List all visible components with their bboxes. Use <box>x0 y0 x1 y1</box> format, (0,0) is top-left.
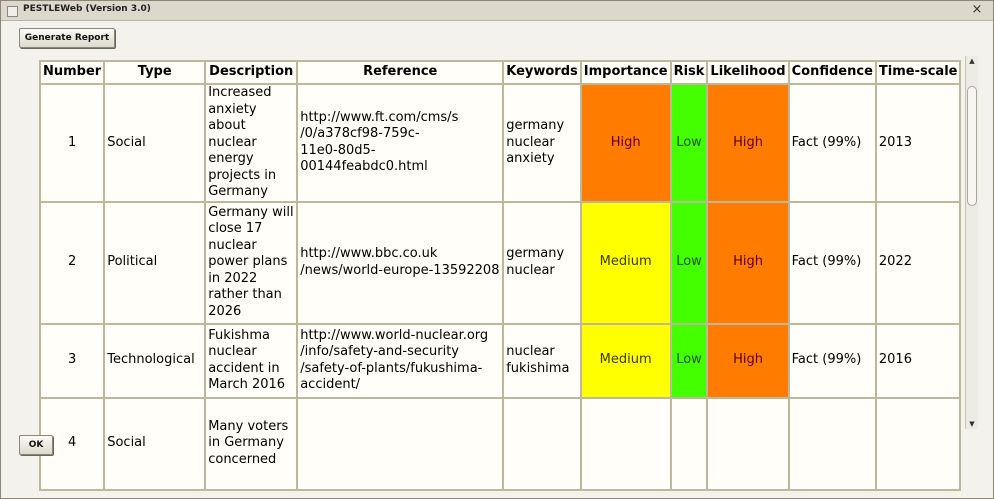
header-number[interactable]: Number <box>41 62 103 83</box>
cell-reference <box>298 399 502 489</box>
cell-description <box>206 203 296 323</box>
cell-importance <box>582 399 670 489</box>
cell-reference-line: /news/world-europe-13592208 <box>300 262 500 278</box>
close-icon[interactable]: × <box>971 2 983 17</box>
cell-keywords-line: nuclear <box>506 344 555 359</box>
cell-description-line: concerned <box>208 451 277 467</box>
window-menu-icon[interactable] <box>7 6 18 17</box>
scroll-down-icon[interactable]: ▼ <box>969 420 975 428</box>
cell-risk: Low <box>672 325 707 397</box>
header-reference[interactable]: Reference <box>298 62 502 83</box>
cell-reference-line: /safety-of-plants/fukushima- <box>300 360 483 376</box>
cell-description-line: power plans <box>208 254 288 270</box>
cell-risk: Low <box>672 203 707 323</box>
cell-risk <box>672 399 707 489</box>
table-row[interactable] <box>41 203 959 323</box>
cell-keywords-line: anxiety <box>506 151 555 166</box>
cell-confidence: Fact (99%) <box>790 203 875 323</box>
cell-number: 2 <box>41 203 103 323</box>
header-importance[interactable]: Importance <box>582 62 670 83</box>
header-risk[interactable]: Risk <box>672 62 707 83</box>
cell-reference <box>298 85 502 201</box>
cell-description <box>206 399 296 489</box>
cell-reference-line: /0/a378cf98-759c- <box>300 126 420 142</box>
cell-reference-line: http://www.ft.com/cms/s <box>300 109 459 125</box>
cell-risk: Low <box>672 85 707 201</box>
cell-reference-line: 11e0-80d5-00144feabdc0.html <box>300 142 428 175</box>
cell-description-line: Increased <box>208 85 272 100</box>
cell-importance: High <box>582 85 670 201</box>
cell-keywords <box>504 203 580 323</box>
header-timescale[interactable]: Time-scale <box>877 62 960 83</box>
cell-reference-line: accident/ <box>300 377 361 392</box>
cell-description-line: Germany <box>208 184 268 199</box>
generate-report-button[interactable]: Generate Report <box>19 28 115 48</box>
vertical-scrollbar[interactable] <box>965 56 978 429</box>
cell-description-line: in Germany <box>208 435 284 451</box>
cell-description-line: anxiety about <box>208 101 257 133</box>
cell-number: 3 <box>41 325 103 397</box>
cell-keywords-line: germany <box>506 118 565 133</box>
cell-description-line: projects in <box>208 167 277 183</box>
cell-reference <box>298 203 502 323</box>
header-keywords[interactable]: Keywords <box>504 62 580 83</box>
header-type[interactable]: Type <box>105 62 204 83</box>
cell-description-line: in 2022 <box>208 270 258 286</box>
cell-description-line: close 17 <box>208 221 263 237</box>
cell-timescale: 2016 <box>877 325 960 397</box>
cell-type: Social <box>105 399 204 489</box>
cell-number: 1 <box>41 85 103 201</box>
cell-description-line: nuclear <box>208 237 257 253</box>
cell-description-line: 2026 <box>208 303 242 319</box>
cell-timescale: 2022 <box>877 203 960 323</box>
cell-keywords <box>504 399 580 489</box>
table-row[interactable] <box>41 85 959 201</box>
scroll-up-icon[interactable]: ▲ <box>969 57 975 65</box>
cell-keywords-line: nuclear <box>506 134 555 150</box>
table-header-row <box>41 62 959 83</box>
cell-reference-line: /info/safety-and-security <box>300 344 459 359</box>
cell-description-line: nuclear <box>208 344 257 359</box>
header-description[interactable]: Description <box>206 62 296 83</box>
cell-description-line: Germany will <box>208 204 294 220</box>
cell-keywords-line: fukishima <box>506 360 570 376</box>
cell-description-line: nuclear <box>208 134 257 150</box>
cell-likelihood: High <box>708 85 787 201</box>
cell-likelihood: High <box>708 325 787 397</box>
cell-description <box>206 325 296 397</box>
title-bar <box>1 1 993 21</box>
cell-description-line: accident in <box>208 360 280 376</box>
cell-importance: Medium <box>582 325 670 397</box>
table-row[interactable] <box>41 325 959 397</box>
cell-reference-line: http://www.bbc.co.uk <box>300 246 438 261</box>
pestle-table <box>39 60 961 491</box>
cell-description-line: Fukishma <box>208 327 271 343</box>
cell-keywords <box>504 85 580 201</box>
cell-description-line: rather than <box>208 287 282 303</box>
header-confidence[interactable]: Confidence <box>790 62 875 83</box>
cell-keywords <box>504 325 580 397</box>
cell-timescale: 2013 <box>877 85 960 201</box>
cell-confidence: Fact (99%) <box>790 85 875 201</box>
ok-button[interactable]: OK <box>19 435 53 455</box>
cell-type: Social <box>105 85 204 201</box>
cell-likelihood <box>708 399 787 489</box>
cell-description-line: Many voters <box>208 418 289 434</box>
cell-description <box>206 85 296 201</box>
cell-confidence: Fact (99%) <box>790 325 875 397</box>
cell-likelihood: High <box>708 203 787 323</box>
cell-description-line: March 2016 <box>208 377 286 392</box>
window-title: PESTLEWeb (Version 3.0) <box>23 4 151 14</box>
cell-type: Political <box>105 203 204 323</box>
cell-type: Technological <box>105 325 204 397</box>
cell-timescale <box>877 399 960 489</box>
cell-number: 4 <box>41 399 103 489</box>
cell-description-line: energy <box>208 151 254 166</box>
pestle-table-viewport <box>39 60 964 467</box>
table-row[interactable] <box>41 399 959 489</box>
scrollbar-thumb[interactable] <box>967 86 977 206</box>
cell-reference-line: http://www.world-nuclear.org <box>300 327 489 343</box>
header-likelihood[interactable]: Likelihood <box>708 62 787 83</box>
cell-importance: Medium <box>582 203 670 323</box>
cell-reference <box>298 325 502 397</box>
cell-keywords-line: germany <box>506 246 565 261</box>
cell-keywords-line: nuclear <box>506 262 555 278</box>
cell-confidence <box>790 399 875 489</box>
